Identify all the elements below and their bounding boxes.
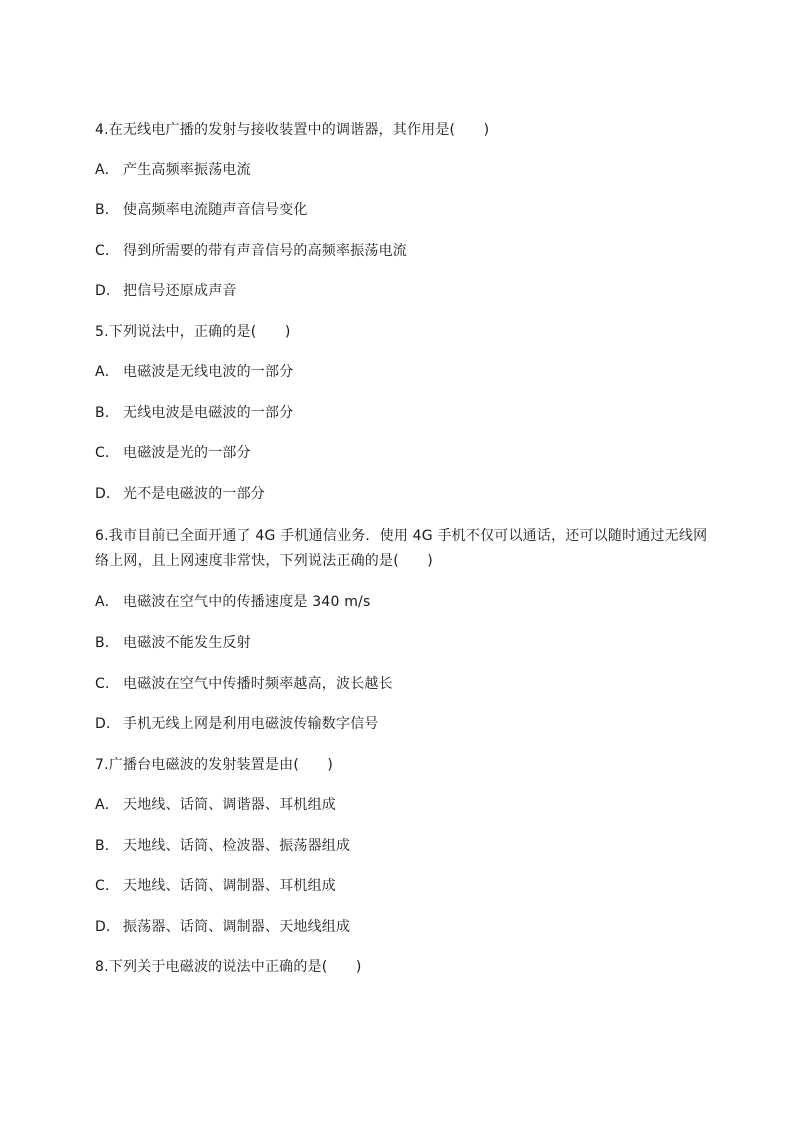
question-6-option-b (95, 633, 715, 653)
option-text: 电磁波在空气中的传播速度是 340 m/s (123, 594, 371, 610)
option-letter: D． (95, 486, 121, 502)
option-text: 电磁波是无线电波的一部分 (123, 364, 294, 380)
option-text: 电磁波是光的一部分 (123, 445, 251, 461)
question-5-option-a (95, 362, 715, 382)
option-text: 使高频率电流随声音信号变化 (123, 202, 308, 218)
option-text: 产生高频率振荡电流 (123, 162, 251, 178)
option-letter: D． (95, 283, 121, 299)
question-6-option-c (95, 674, 715, 694)
question-7-option-b (95, 836, 715, 856)
question-7-option-a (95, 795, 715, 815)
option-text: 天地线、话筒、调制器、耳机组成 (123, 878, 336, 894)
option-letter: C． (95, 878, 120, 894)
option-text: 天地线、话筒、调谐器、耳机组成 (123, 797, 336, 813)
question-4-option-b (95, 200, 715, 220)
option-text: 把信号还原成声音 (123, 283, 237, 299)
question-7-option-d (95, 917, 715, 937)
option-text: 电磁波在空气中传播时频率越高，波长越长 (123, 676, 393, 692)
option-letter: B． (95, 405, 120, 421)
question-6-option-d (95, 714, 715, 734)
question-6-stem: 6.我市目前已全面开通了 4G 手机通信业务．使用 4G 手机不仅可以通话，还可以随时通过无线网络上网，且上网速度非常快，下列说法正确的是( ) (95, 528, 708, 569)
option-letter: B． (95, 635, 120, 651)
option-text: 手机无线上网是利用电磁波传输数字信号 (123, 716, 379, 732)
option-letter: B． (95, 202, 120, 218)
option-text: 无线电波是电磁波的一部分 (123, 405, 294, 421)
question-7-stem: 7.广播台电磁波的发射装置是由( ) (95, 757, 334, 773)
option-letter: A． (95, 797, 119, 813)
question-4-option-c (95, 241, 715, 261)
option-letter: C． (95, 676, 120, 692)
question-5-option-b (95, 403, 715, 423)
option-letter: C． (95, 445, 120, 461)
question-5-option-d (95, 484, 715, 504)
option-text: 振荡器、话筒、调制器、天地线组成 (123, 919, 351, 935)
question-7-option-c (95, 876, 715, 896)
question-6-option-a (95, 592, 715, 612)
question-5-stem: 5.下列说法中，正确的是( ) (95, 324, 291, 340)
option-letter: A． (95, 162, 119, 178)
question-5-option-c (95, 443, 715, 463)
option-text: 得到所需要的带有声音信号的高频率振荡电流 (123, 243, 407, 259)
option-letter: B． (95, 838, 120, 854)
option-text: 天地线、话筒、检波器、振荡器组成 (123, 838, 351, 854)
question-4-stem: 4.在无线电广播的发射与接收装置中的调谐器，其作用是( ) (95, 122, 490, 138)
option-letter: D． (95, 716, 121, 732)
question-4-option-a (95, 160, 715, 180)
question-4-option-d (95, 281, 715, 301)
question-8-stem: 8.下列关于电磁波的说法中正确的是( ) (95, 959, 362, 975)
option-text: 电磁波不能发生反射 (123, 635, 251, 651)
option-letter: A． (95, 364, 119, 380)
option-letter: D． (95, 919, 121, 935)
option-letter: A． (95, 594, 119, 610)
option-text: 光不是电磁波的一部分 (123, 486, 265, 502)
option-letter: C． (95, 243, 120, 259)
